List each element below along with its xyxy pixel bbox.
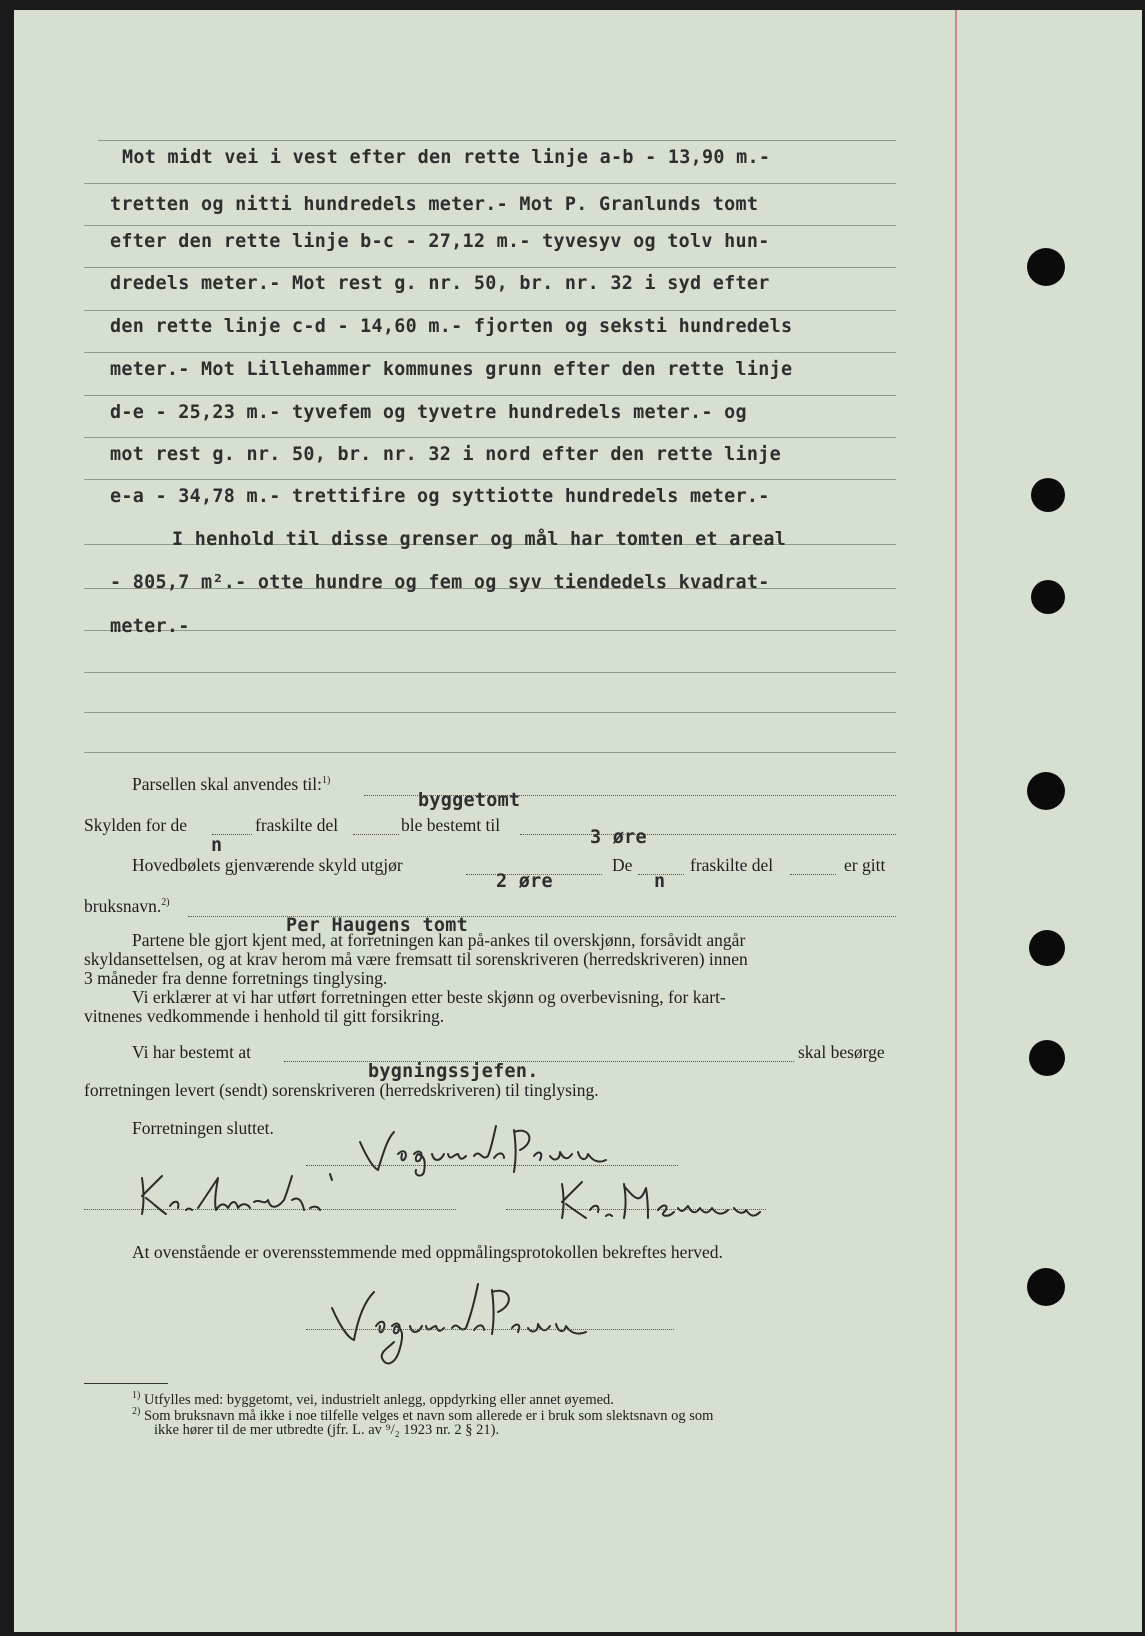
typed-line: den rette linje c-d - 14,60 m.- fjorten og seksti hundredels [110,316,793,337]
levert-line: forretningen levert (sendt) sorenskriveren (herredskriveren) til tinglysing. [84,1080,599,1100]
punch-hole [1027,772,1065,810]
erklaerer-line: Vi erklærer at vi har utført forretningen etter beste skjønn og overbevisning, for kart- [132,987,726,1007]
typed-line: e-a - 34,78 m.- trettifire og syttiotte hundredels meter.- [110,486,770,507]
bekreftes-line: At ovenstående er overensstemmende med oppmålingsprotokollen bekreftes herved. [132,1242,723,1262]
n-mark: n [211,835,223,856]
hovedbol-label: Hovedbølets gjenværende skyld utgjør [132,855,403,875]
footnote: $^{1)}$ Utfylles med: byggetomt, vei, industrielt anlegg, oppdyrking eller annet øyemed. [132,1390,614,1408]
partene-line: 3 måneder fra denne forretnings tinglysing. [84,968,388,988]
signature-vigund-pettersen [354,1120,614,1180]
partene-line: skyldansettelsen, og at krav herom må være fremsatt til sorenskriveren (herredskriveren) innen [84,949,748,969]
typed-line: meter.- Mot Lillehammer kommunes grunn efter den rette linje [110,359,793,380]
besorge-label: skal besørge [798,1042,885,1062]
bestemt-label: Vi har bestemt at [132,1042,251,1062]
typed-line: efter den rette linje b-c - 27,12 m.- tyvesyv og tolv hun- [110,231,770,252]
skylden-value: 3 øre [590,827,647,848]
punch-hole [1029,930,1065,966]
bestemt-value: bygningssjefen. [368,1061,539,1082]
skylden-label-3: ble bestemt til [401,815,501,835]
hovedbol-value: 2 øre [496,871,553,892]
document-page [14,10,1142,1632]
typed-line: mot rest g. nr. 50, br. nr. 32 i nord efter den rette linje [110,444,781,465]
typed-line: I henhold til disse grenser og mål har tomten et areal [172,529,787,550]
de-label: De [612,855,633,875]
punch-hole [1031,580,1065,614]
typed-line: - 805,7 m².- otte hundre og fem og syv tiendedels kvadrat- [110,572,770,593]
parsellen-label: Parsellen skal anvendes til:$^{1)}$ [132,774,331,794]
punch-hole [1027,248,1065,286]
n-mark: n [654,871,666,892]
skylden-label-2: fraskilte del [255,815,339,835]
typed-line: tretten og nitti hundredels meter.- Mot P. Granlunds tomt [110,194,759,215]
signature-vigund-pettersen-2 [324,1278,604,1368]
bruksnavn-label: bruksnavn.$^{2)}$ [84,896,170,916]
punch-hole [1027,1268,1065,1306]
punch-hole [1031,478,1065,512]
margin-rule [955,10,957,1632]
typed-line: meter.- [110,616,190,637]
signature-kr-lunstad [134,1170,364,1220]
skylden-label-1: Skylden for de [84,815,188,835]
typed-line: dredels meter.- Mot rest g. nr. 50, br. nr. 32 i syd efter [110,273,770,294]
punch-hole [1029,1040,1065,1076]
erklaerer-line: vitnenes vedkommende i henhold til gitt forsikring. [84,1006,445,1026]
partene-line: Partene ble gjort kjent med, at forretningen kan på-ankes til overskjønn, forsåvidt angår [132,930,746,950]
gitt-label: er gitt [844,855,886,875]
signature-kr-mernes [554,1174,794,1224]
footnote: $^{2)}$ Som bruksnavn må ikke i noe tilfelle velges et navn som allerede er i bruk som slektsnavn og som [132,1406,714,1424]
typed-line: d-e - 25,23 m.- tyvefem og tyvetre hundredels meter.- og [110,402,747,423]
fraskilte-label: fraskilte del [690,855,774,875]
footnote: ikke hører til de mer utbredte (jfr. L. av ⁹/₂ 1923 nr. 2 § 21). [154,1422,500,1438]
typed-line: Mot midt vei i vest efter den rette linje a-b - 13,90 m.- [122,147,771,168]
parsellen-value: byggetomt [418,790,521,811]
sluttet-label: Forretningen sluttet. [132,1118,274,1138]
bruksnavn-value: Per Haugens tomt [286,915,468,936]
